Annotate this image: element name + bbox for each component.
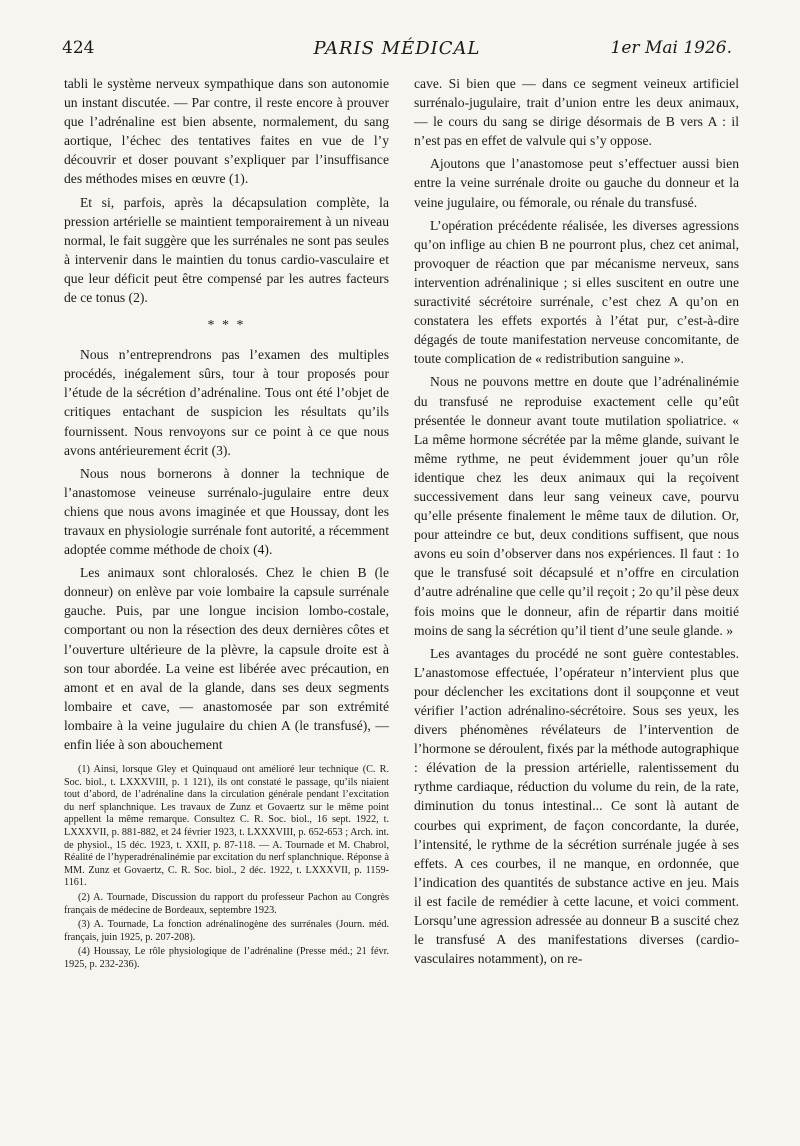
footnotes [64,764,389,972]
footnote: (3) A. Tournade, La fonction adrénalinogène des surrénales (Journ. méd. français, juin 1925, p. 207-208). [64,919,389,943]
issue-date: 1er Mai 1926. [610,38,732,58]
paragraph: Nous ne pouvons mettre en doute que l’adrénalinémie du transfusé ne reproduise exactement celle qu’eût présentée le donneur avant toute mutilation spoliatrice. « La même hormone sécrétée par la même glande, suivant le même rythme, ne peut évidemment jouer qu’un rôle identique chez les deux animaux qui la reçoivent successivement dans leur sang veineux cave, pourvu qu’elle présente finalement le même taux de dilution. Or, pour atteindre ce but, deux conditions suffisent, que nous avons eu soin d’observer dans nos expériences. Il faut : 1o que le transfusé soit décapsulé et n’offre en circulation d’autre adrénaline que celle qu’il reçoit ; 2o qu’il pèse deux fois moins que le donneur, afin de répartir dans moitié moins de sang la sécrétion qu’il tient d’une seule glande. » [414,374,739,638]
footnote: (1) Ainsi, lorsque Gley et Quinquaud ont amélioré leur technique (C. R. Soc. biol., t. LXXXVIII, p. 1 121), ils ont constaté le passage, qu’ils niaient tout d’abord, de l’adrénaline dans la circulation générale pendant l’excitation du nerf splanchnique. Les travaux de Zunz et Govaertz sur le même point appellent la même remarque. Consultez C. R. Soc. biol., 16 sept. 1922, t. LXXXVII, p. 881-882, et 24 février 1923, t. LXXXVIII, p. 652-653 ; Arch. int. de physiol., 15 déc. 1923, t. XXII, p. 87-118. — A. Tournade et M. Chabrol, Réalité de l’hyperadrénalinémie par excitation du nerf splanchnique. Réponse à MM. Zunz et Govaertz, C. R. Soc. biol., 2 déc. 1922, t. LXXXVII, p. 1159-1161. [64,764,389,889]
paragraph: tabli le système nerveux sympathique dans son autonomie un instant discutée. — Par contre, il reste encore à prouver que l’adrénaline est bien absente, normalement, du sang aortique, l’échec des tentatives faites en vue de l’y découvrir et doser pouvant s’expliquer par l’insuffisance des méthodes mises en œuvre (1). [64,76,389,187]
section-asterism: * * * [207,318,246,334]
footnote: (2) A. Tournade, Discussion du rapport du professeur Pachon au Congrès français de médecine de Bordeaux, septembre 1923. [64,892,389,916]
page-number: 424 [62,38,95,58]
paragraph: cave. Si bien que — dans ce segment veineux artificiel surrénalo-jugulaire, trait d’union entre les deux animaux, — le cours du sang se dirige désormais de B vers A : il n’est pas en effet de valvule qui s’y oppose. [414,76,739,149]
page-header [62,38,732,68]
footnote: (4) Houssay, Le rôle physiologique de l’adrénaline (Presse méd.; 21 févr. 1925, p. 232-236). [64,946,389,970]
journal-title: PARIS MÉDICAL [313,38,481,59]
paragraph: Les avantages du procédé ne sont guère contestables. L’anastomose effectuée, l’opérateur n’intervient plus que pour déclencher les excitations dont il soupçonne et veut vérifier l’action adrénalino-sécrétoire. Sous ses yeux, les divers phénomènes révélateurs de l’intervention de l’hormone se déroulent, fixés par la méthode autographique : élévation de la pression artérielle, ralentissement du rythme cardiaque, réduction du volume du rein, de la rate, diminution du tonus intestinal... Ce sont là autant de courbes qui expriment, de façon concordante, la durée, l’intensité, le rythme de la sécrétion surrénale jugée à ses effets. A ces courbes, il ne manque, en ordonnée, que l’indication des quantités de substance active en jeu. Mais il est facile de remédier à cette lacune, et voici comment. Lorsqu’une agression adressée au donneur B a suscité chez le transfusé A des manifestations diverses (cardio-vasculaires notamment), on re- [414,645,739,967]
paragraph: Nous nous bornerons à donner la technique de l’anastomose veineuse surrénalo-jugulaire entre deux chiens que nous avons imaginée et que Houssay, dont les travaux en physiologie surrénale font autorité, a récemment adoptée comme méthode de choix (4). [64,465,389,558]
paragraph: Ajoutons que l’anastomose peut s’effectuer aussi bien entre la veine surrénale droite ou gauche du donneur et la veine jugulaire, ou fémorale, ou rénale du transfusé. [414,156,739,210]
right-column [414,74,739,968]
paragraph: Les animaux sont chloralosés. Chez le chien B (le donneur) on enlève par voie lombaire la capsule surrénale gauche. Puis, par une longue incision lombo-costale, comportant ou non la résection des deux dernières côtes et l’ouverture ultérieure de la plèvre, la capsule droite est à son tour abordée. La veine est libérée avec précaution, en amont et en aval de la glande, dans ses deux segments lombaire et cave, — anastomosée par son extrémité lombaire à la veine jugulaire du chien A (le transfusé), — enfin liée à son abouchement [64,565,389,752]
paragraph: Et si, parfois, après la décapsulation complète, la pression artérielle se maintient temporairement à un niveau normal, le fait suggère que les surrénales ne sont pas seules à intervenir dans le maintien du tonus cardio-vasculaire et que leur déficit peut être compensé par les autres facteurs de ce tonus (2). [64,194,389,306]
paragraph: Nous n’entreprendrons pas l’examen des multiples procédés, inégalement sûrs, tour à tour proposés pour l’étude de la sécrétion d’adrénaline. Tous ont été l’objet de critiques entachant de suspicion les résultats qu’ils fournissent. Nous renvoyons sur ce point à ce que nous avons antérieurement écrit (3). [64,347,389,458]
left-column [64,74,389,972]
paragraph: L’opération précédente réalisée, les diverses agressions qu’on inflige au chien B ne pourront plus, chez cet animal, provoquer de réaction que par mécanisme nerveux, sans intervention adrénalinique ; si elles suscitent en outre une suractivité sécrétoire surrénale, c’est chez A qu’on en constatera les effets exportés à l’état pur, c’est-à-dire dégagés de toute manifestation nerveuse concomitante, de toute complication de « redistribution sanguine ». [414,217,739,367]
